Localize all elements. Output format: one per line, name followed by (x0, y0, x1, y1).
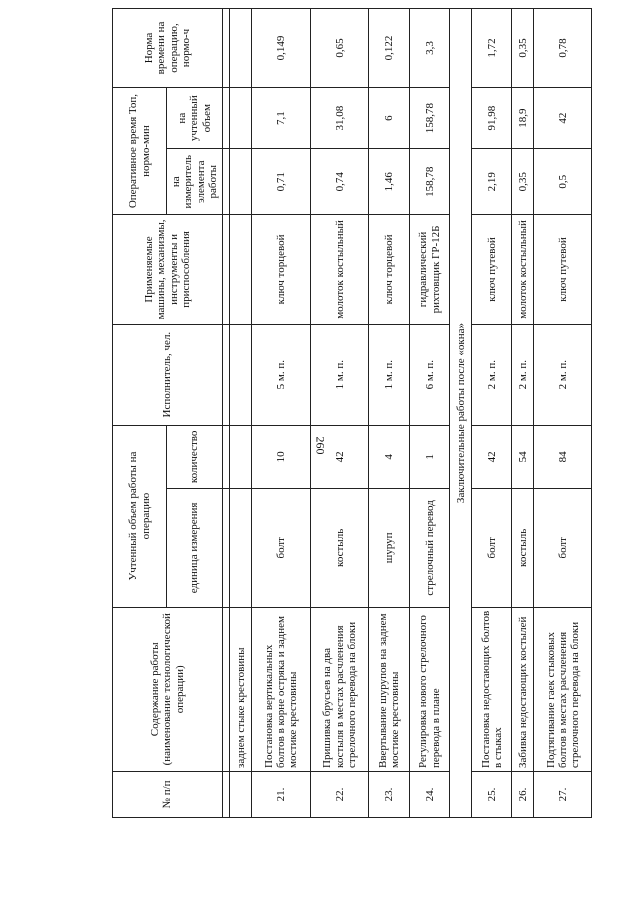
header-per-volume: на учтенный объем (167, 87, 223, 148)
cell-per-volume: 42 (534, 87, 592, 148)
cell-norm: 0,149 (252, 9, 310, 88)
cell-per-volume: 7,1 (252, 87, 310, 148)
cell-tools: молоток костыльный (310, 215, 368, 325)
cell-unit: болт (534, 489, 592, 607)
table-row (534, 9, 592, 818)
cell-content: заднем стыке крестовины (230, 607, 252, 771)
table-row (252, 9, 310, 818)
header-content: Содержание работы (наименование технологической операции) (113, 607, 223, 771)
cell-per-unit: 158,78 (409, 149, 449, 215)
cell-num: 22. (310, 771, 368, 817)
cell-norm: 0,35 (512, 9, 534, 88)
cell-norm: 0,65 (310, 9, 368, 88)
header-per-unit: на измеритель элемента работы (167, 149, 223, 215)
cell-executor: 5 м. п. (252, 324, 310, 425)
cell-num: 26. (512, 771, 534, 817)
cell-norm: 0,122 (369, 9, 409, 88)
cell-norm: 1,72 (472, 9, 512, 88)
header-tools: Применяемые машины, механизмы, инструменты и приспособления (113, 215, 223, 325)
cell-qty: 1 (409, 425, 449, 489)
cell-num: 25. (472, 771, 512, 817)
cell-per-volume: 91,98 (472, 87, 512, 148)
header-unit: единица измерения (167, 489, 223, 607)
header-executor: Исполнитель, чел. (113, 324, 223, 425)
cell-content: Ввертывание шурупов на заднем мостике крестовины (369, 607, 409, 771)
section-row (450, 9, 472, 818)
norm-table (112, 8, 592, 818)
cell-content: Регулировка нового стрелочного перевода в плане (409, 607, 449, 771)
cell-per-volume: 158,78 (409, 87, 449, 148)
cell-executor: 1 м. п. (369, 324, 409, 425)
cell-tools: ключ путевой (472, 215, 512, 325)
cell-per-unit: 1,46 (369, 149, 409, 215)
table-row (230, 9, 252, 818)
cell-content: Подтягивание гаек стыковых болтов в местах расчленения стрелочного перевода на блоки (534, 607, 592, 771)
cell-qty: 42 (472, 425, 512, 489)
table-row (409, 9, 449, 818)
cell-per-unit: 0,5 (534, 149, 592, 215)
header-volume: Учтенный объем работы на операцию (113, 425, 167, 607)
cell-norm: 0,78 (534, 9, 592, 88)
cell-num: 24. (409, 771, 449, 817)
cell-per-unit: 0,71 (252, 149, 310, 215)
header-qty: количество (167, 425, 223, 489)
table-row (472, 9, 512, 818)
cell-qty: 84 (534, 425, 592, 489)
cell-executor: 2 м. п. (472, 324, 512, 425)
header-num: № п/п (113, 771, 223, 817)
cell-num: 27. (534, 771, 592, 817)
section-title: Заключительные работы после «окна» (450, 9, 472, 818)
cell-qty: 42 (310, 425, 368, 489)
cell-unit: костыль (512, 489, 534, 607)
cell-unit: стрелочный перевод (409, 489, 449, 607)
cell-num: 23. (369, 771, 409, 817)
cell-per-unit: 0,35 (512, 149, 534, 215)
header-norm: Норма времени на операцию, нормо-ч (113, 9, 223, 88)
cell-unit: шуруп (369, 489, 409, 607)
cell-content: Постановка недостающих болтов в стыках (472, 607, 512, 771)
cell-qty: 54 (512, 425, 534, 489)
cell-executor: 1 м. п. (310, 324, 368, 425)
table-row (369, 9, 409, 818)
cell-content: Постановка вертикальных болтов в корне остряка и заднем мостике крестовины (252, 607, 310, 771)
header-optime: Оперативное время Топ, нормо-мин (113, 87, 167, 214)
table-row (310, 9, 368, 818)
cell-tools: гидравлический рихтовщик ГР-12Б (409, 215, 449, 325)
cell-content: Забивка недостающих костылей (512, 607, 534, 771)
cell-tools: ключ путевой (534, 215, 592, 325)
norm-table-container (112, 8, 592, 818)
table-row (512, 9, 534, 818)
cell-executor: 6 м. п. (409, 324, 449, 425)
cell-num: 21. (252, 771, 310, 817)
page-number: 260 (313, 436, 328, 455)
cell-norm: 3,3 (409, 9, 449, 88)
cell-tools: ключ торцевой (369, 215, 409, 325)
cell-unit: болт (252, 489, 310, 607)
cell-tools: ключ торцевой (252, 215, 310, 325)
cell-qty: 4 (369, 425, 409, 489)
cell-per-volume: 18,9 (512, 87, 534, 148)
cell-per-volume: 31,08 (310, 87, 368, 148)
cell-content: Пришивка брусьев на два костыля в местах расчленения стрелочного перевода на блоки (310, 607, 368, 771)
cell-qty: 10 (252, 425, 310, 489)
cell-per-volume: 6 (369, 87, 409, 148)
cell-executor: 2 м. п. (512, 324, 534, 425)
cell-tools: молоток костыльный (512, 215, 534, 325)
spacer-row (223, 9, 230, 818)
cell-unit: болт (472, 489, 512, 607)
cell-per-unit: 0,74 (310, 149, 368, 215)
cell-per-unit: 2,19 (472, 149, 512, 215)
cell-executor: 2 м. п. (534, 324, 592, 425)
cell-unit: костыль (310, 489, 368, 607)
